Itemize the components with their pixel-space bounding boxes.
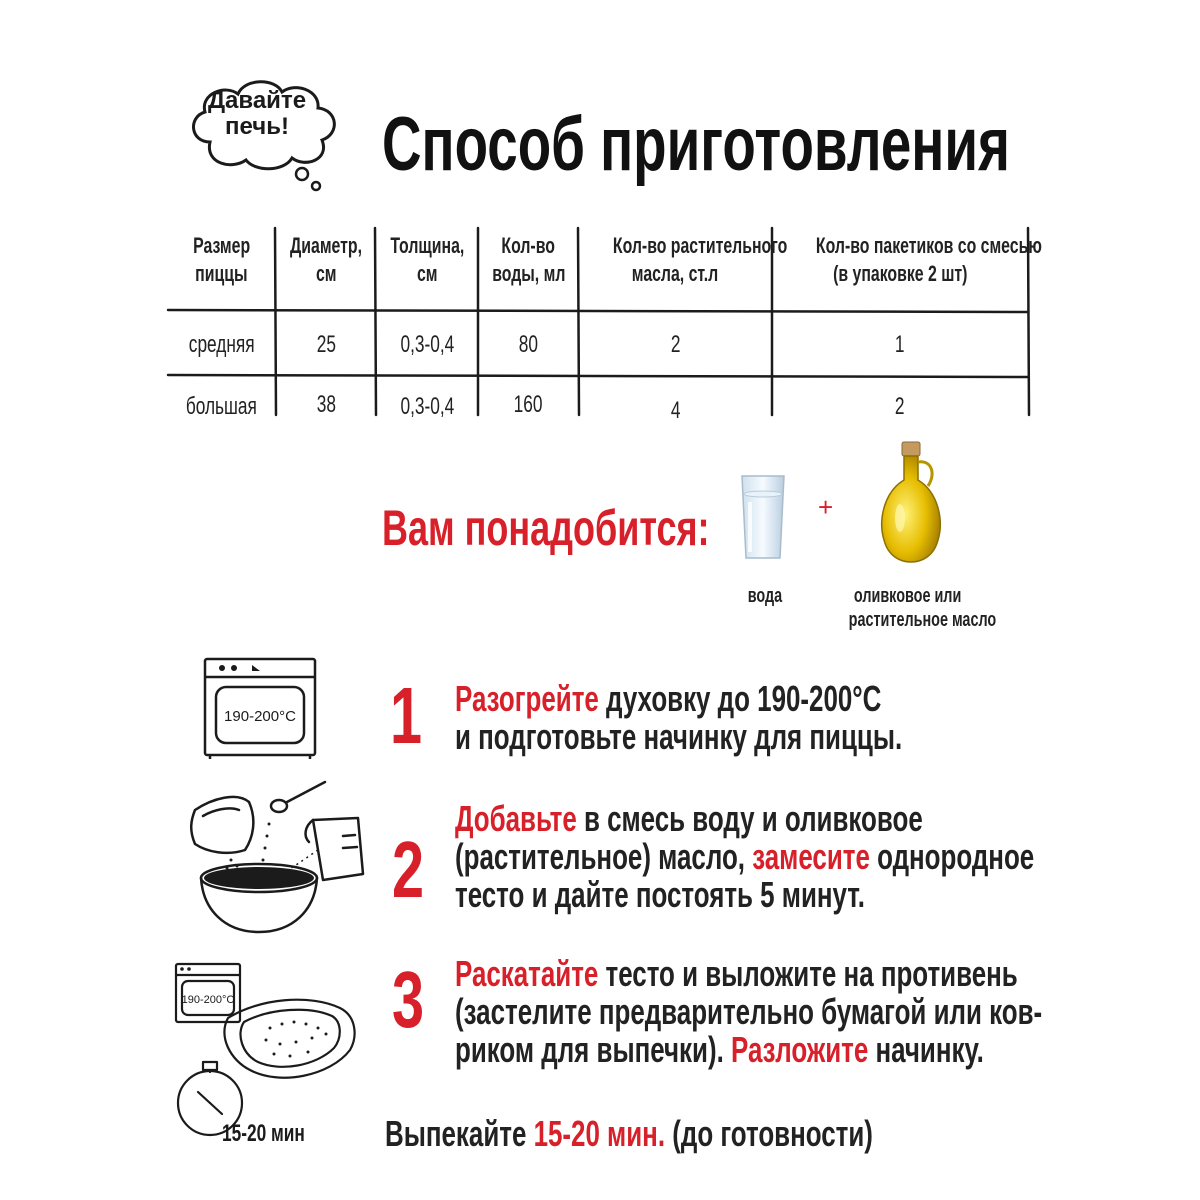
step-number-3: 3: [392, 955, 425, 1044]
badge-line1: Давайте: [207, 87, 307, 114]
oil-bottle-icon: [876, 440, 946, 565]
table-cell: 38: [316, 391, 336, 418]
oven-temp-label: 190-200°C: [181, 994, 235, 1006]
col-header-water: Кол-во воды, мл: [492, 233, 566, 286]
table-cell: 0,3-0,4: [400, 393, 454, 420]
oil-label: оливковое или растительное масло: [848, 585, 997, 631]
step-2-text: Добавьте в смесь воду и оливковое (растительное) масло, замесите однородное тесто и дайте постоять 5 минут.: [455, 798, 1035, 915]
step-1-text: Разогрейте духовку до 190-200°C и подготовьте начинку для пиццы.: [455, 678, 903, 757]
table-cell: 2: [895, 393, 905, 420]
step-3-text: Раскатайте тесто и выложите на противень (застелите предварительно бумагой или ков- риком для выпечки). Разложите начинку.: [455, 953, 1043, 1070]
oven-icon: [200, 655, 320, 760]
table-grid: [0, 0, 1200, 440]
plus-sign: +: [818, 492, 834, 522]
step-3-verb-spread: Разложите: [730, 1029, 869, 1070]
step-number-1: 1: [390, 671, 423, 760]
step-3-verb: Раскатайте: [455, 953, 599, 994]
bake-time: 15-20 мин.: [533, 1113, 666, 1154]
table-cell: 80: [518, 331, 538, 358]
mixing-bowl-icon: [183, 780, 373, 940]
table-cell: большая: [185, 393, 258, 420]
step-1-verb: Разогрейте: [455, 678, 599, 719]
badge-text: [192, 88, 322, 140]
water-label: вода: [747, 585, 783, 607]
col-header-packets: Кол-во пакетиков со смесью (в упаковке 2 шт): [815, 233, 1042, 286]
oven-temp-label: 190-200°C: [224, 708, 296, 725]
step-number-2: 2: [392, 825, 425, 914]
col-header-oil: Кол-во растительного масла, ст.л: [612, 233, 788, 286]
col-header-diameter: Диаметр, см: [289, 233, 362, 286]
page-title: Способ приготовления: [382, 102, 1010, 187]
table-cell: 1: [895, 331, 905, 358]
step-2-verb: Добавьте: [455, 798, 577, 839]
col-header-size: Размер пиццы: [192, 233, 251, 286]
badge-line2: печь!: [225, 113, 289, 140]
needs-title: Вам понадобится:: [382, 500, 710, 556]
water-glass-icon: [738, 472, 788, 562]
table-cell: средняя: [188, 331, 255, 358]
bake-instruction: Выпекайте 15-20 мин. (до готовности): [385, 1113, 873, 1154]
table-cell: 4: [670, 397, 681, 424]
table-cell: 0,3-0,4: [400, 331, 454, 358]
timer-label: 15-20 мин: [222, 1120, 305, 1147]
table-cell: 160: [513, 391, 543, 418]
table-cell: 25: [316, 331, 336, 358]
table-cell: 2: [670, 331, 681, 358]
step-2-verb-knead: замесите: [752, 836, 870, 877]
col-header-thickness: Толщина, см: [390, 233, 465, 286]
